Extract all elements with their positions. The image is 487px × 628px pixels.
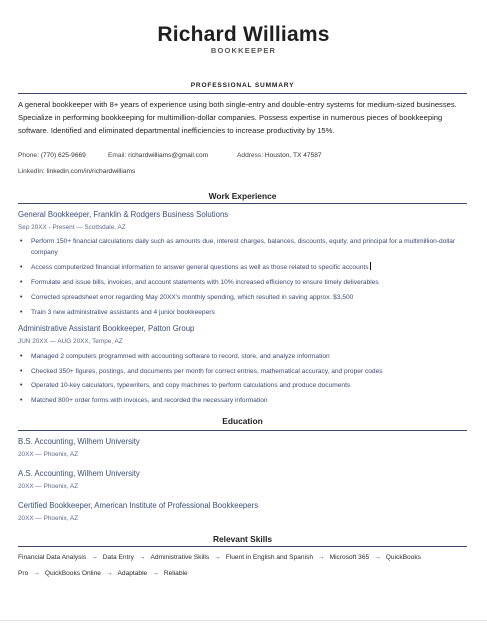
- email-value[interactable]: richardwilliams@gmail.com: [128, 152, 209, 159]
- education-meta: 20XX — Phoenix, AZ: [18, 515, 79, 522]
- education-heading: Education: [222, 416, 263, 426]
- bullet-icon: •: [20, 279, 23, 286]
- skill-item: Data Entry: [102, 554, 134, 561]
- address-label: Address:: [237, 152, 264, 159]
- education-title: B.S. Accounting, Wilhem University: [18, 437, 140, 446]
- bullet-icon: •: [20, 294, 23, 301]
- contact-address: [237, 152, 322, 159]
- arrow-right-icon: →: [214, 554, 221, 561]
- arrow-right-icon: →: [152, 570, 159, 577]
- summary-text: A general bookkeeper with 8+ years of experience using both single-entry and double-entry systems for medium-sized businesses. Specialize in performing bookkeeping for multimillion-dollar companies. Possess expertise in numerous pieces of bookkeeping software. Identified and eliminated departmental inefficiencies to increase productivity by 15%.: [18, 100, 457, 135]
- education-title: A.S. Accounting, Wilhem University: [18, 469, 140, 478]
- skill-item: QuickBooks Pro: [18, 554, 421, 577]
- phone-label: Phone:: [18, 152, 39, 159]
- skill-item: Adaptable: [117, 570, 148, 577]
- education-title: Certified Bookkeeper, American Institute of Professional Bookkeepers: [18, 501, 259, 510]
- arrow-right-icon: →: [105, 570, 113, 577]
- arrow-right-icon: →: [91, 554, 98, 561]
- skill-item: Fluent in English and Spanish: [225, 554, 313, 561]
- summary-heading: PROFESSIONAL SUMMARY: [190, 82, 295, 89]
- resume-page: Richard Williams BOOKKEEPER PROFESSIONAL SUMMARY A general bookkeeper with 8+ years of experience using both single-entry and double-entry systems for medium-sized businesses. Specialize in performing bookkeeping for multimillion-dollar companies. Possess expertise in numerous pieces of bookkeeping software. Identified and eliminated departmental inefficiencies to increase productivity by 15%. Phone: (770) 625-9669 Email: richardwilliams@gmail.com Address: Houston, TX 47587 LinkedIn: linkedin.com/in/richardwilliams Work Experience General Bookkeeper, Franklin & Rodgers Business Solutions Sep 20XX - Present — Scottsdale, AZ • Perform 150+ financial calculations daily such as amounts due, interest charges, balances, discounts, equity, and principal for a multimillion-dollar company • Access computerized financial information to answer general questions as well as those related to specific accounts • Formulate and issue bills, invoices, and account statements with 10% increased efficiency to ensure timely deliverables • Corrected spreadsheet error regarding May 20XX's monthly spending, which resulted in saving approx. $3,500 • Train 3 new administrative assistants and 4 junior bookkeepers Administrative Assistant Bookkeeper, Patton Group JUN 20XX — AUG 20XX, Tempe, AZ • Managed 2 computers programmed with accounting software to record, store, and analyze information • Checked 350+ figures, postings, and documents per month for correct entries, mathematical accuracy, and proper codes • Operated 10-key calculators, typewriters, and copy machines to perform calculations and produce documents • Matched 800+ order forms with invoices, and recorded the necessary information Education B.S. Accounting, Wilhem University 20XX — Phoenix, AZ A.S. Accounting, Wilhem University 20XX — Phoenix, AZ Certified Bookkeeper, American Institute of Professional Bookkeepers 20XX — Phoenix, AZ Relevant Skills Financial Data Analysis → Data Entry → Administrative Skills → Fluent in English and Spanish → Microsoft 365 → QuickBooks Pro → QuickBooks Online → Adaptable → Reliable: [0, 0, 487, 628]
- linkedin-value[interactable]: linkedin.com/in/richardwilliams: [46, 168, 136, 175]
- contact-linkedin: [18, 168, 135, 175]
- job-meta: JUN 20XX — AUG 20XX, Tempe, AZ: [18, 338, 123, 345]
- email-label: Email:: [108, 152, 127, 159]
- contact-email: [108, 152, 208, 159]
- education-meta: 20XX — Phoenix, AZ: [18, 483, 79, 490]
- job-meta: Sep 20XX - Present — Scottsdale, AZ: [18, 224, 126, 231]
- bullet-icon: •: [20, 238, 23, 245]
- arrow-right-icon: →: [374, 554, 381, 561]
- education-meta: 20XX — Phoenix, AZ: [18, 451, 79, 458]
- bullet-icon: •: [20, 368, 23, 375]
- skill-item: Administrative Skills: [150, 554, 210, 561]
- skills-heading: Relevant Skills: [212, 534, 273, 544]
- job-title: Administrative Assistant Bookkeeper, Patton Group: [18, 324, 195, 333]
- arrow-right-icon: →: [33, 570, 40, 577]
- experience-divider: [18, 203, 467, 204]
- text-cursor: [370, 262, 371, 270]
- skill-item: Microsoft 365: [329, 554, 370, 561]
- candidate-name: Richard Williams: [157, 23, 330, 46]
- skill-item: Financial Data Analysis: [18, 554, 87, 561]
- arrow-right-icon: →: [318, 554, 325, 561]
- skill-item: QuickBooks Online: [44, 570, 101, 577]
- summary-divider: [18, 93, 467, 94]
- job-title: General Bookkeeper, Franklin & Rodgers Business Solutions: [18, 210, 229, 219]
- skill-item: Reliable: [163, 570, 188, 577]
- bullet-icon: •: [20, 382, 23, 389]
- address-value: Houston, TX 47587: [264, 152, 322, 159]
- bullet-icon: •: [20, 353, 23, 360]
- page-bottom-divider: [0, 620, 487, 621]
- bullet-icon: •: [20, 309, 23, 316]
- experience-heading: Work Experience: [208, 191, 277, 201]
- linkedin-label: LinkedIn:: [18, 168, 45, 175]
- arrow-right-icon: →: [138, 554, 146, 561]
- phone-value: (770) 625-9669: [40, 152, 86, 159]
- bullet-icon: •: [20, 397, 23, 404]
- candidate-role: BOOKKEEPER: [210, 46, 277, 55]
- skills-divider: [18, 546, 467, 547]
- contact-phone: [18, 152, 86, 159]
- education-divider: [18, 430, 467, 431]
- skills-list: [18, 550, 470, 582]
- bullet-icon: •: [20, 264, 23, 271]
